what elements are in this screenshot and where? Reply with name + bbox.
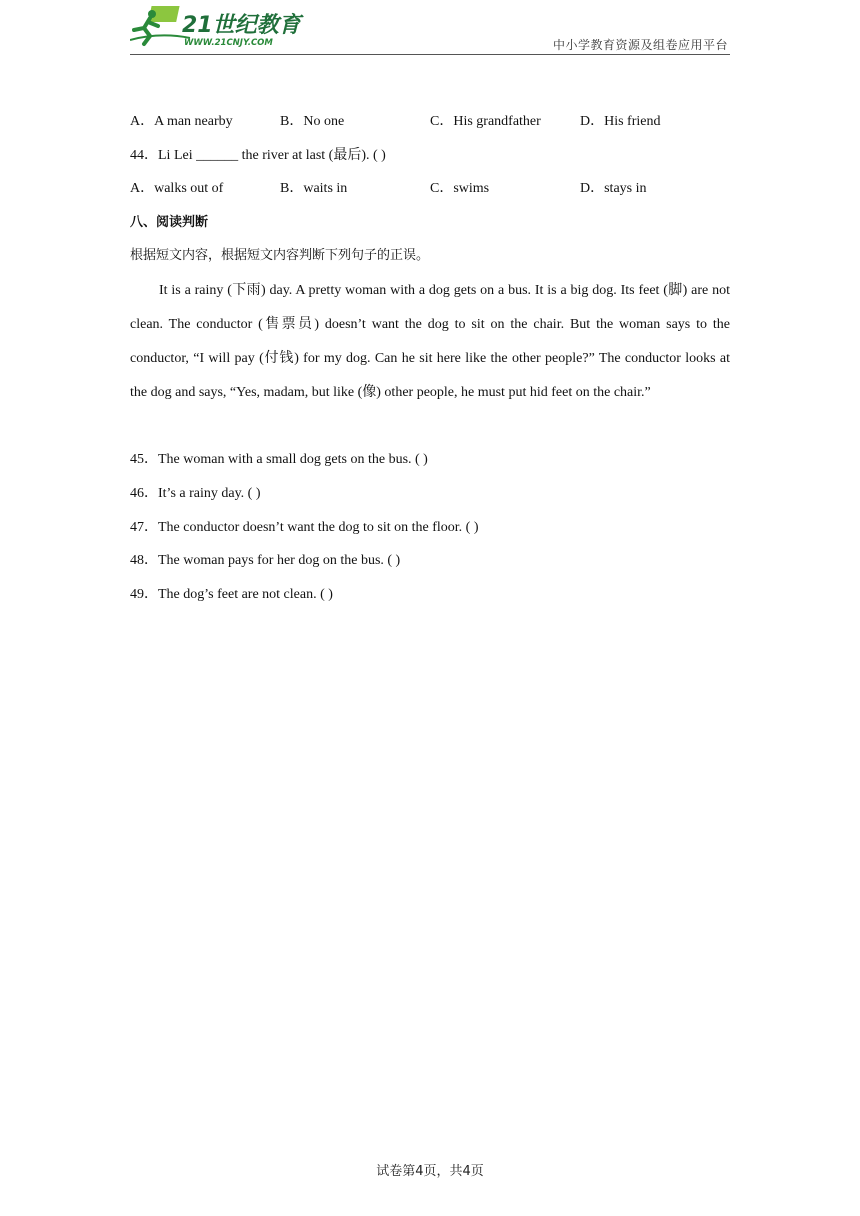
page-footer: 试卷第4页，共4页 <box>376 1164 484 1179</box>
q43-option-b: B．No one <box>280 114 345 129</box>
q43-options <box>130 112 730 132</box>
header-divider <box>130 54 730 55</box>
q44-options <box>130 179 730 199</box>
logo-url: WWW.21CNJY.COM <box>184 38 273 48</box>
q44-option-b: B．waits in <box>280 181 348 196</box>
q44-stem: 44．Li Lei ______ the river at last (最后). ( ) <box>130 148 386 163</box>
header-platform-text: 中小学教育资源及组卷应用平台 <box>552 38 728 52</box>
q43-option-a: A．A man nearby <box>130 114 233 129</box>
question-49: 49．The dog’s feet are not clean. ( ) <box>130 587 333 602</box>
q44-option-a: A．walks out of <box>130 181 224 196</box>
q43-option-c: C．His grandfather <box>430 114 541 129</box>
section-title: 八、阅读判断 <box>130 215 209 230</box>
q43-option-d: D．His friend <box>580 114 661 129</box>
question-48: 48．The woman pays for her dog on the bus. ( ) <box>130 553 401 568</box>
logo-title: 21世纪教育 <box>182 13 301 38</box>
page-header <box>130 0 730 56</box>
question-46: 46．It’s a rainy day. ( ) <box>130 486 261 501</box>
q44-option-c: C．swims <box>430 181 490 196</box>
question-45: 45．The woman with a small dog gets on the bus. ( ) <box>130 452 428 467</box>
question-47: 47．The conductor doesn’t want the dog to sit on the floor. ( ) <box>130 520 479 535</box>
runner-icon <box>130 6 190 44</box>
q44-option-d: D．stays in <box>580 181 647 196</box>
site-logo <box>130 4 310 48</box>
reading-passage: It is a rainy (下雨) day. A pretty woman with a dog gets on a bus. It is a big dog. Its feet (脚) are not clean. The conductor (售票员) doesn’t want the dog to sit on the chair. But the woman says to the conductor, “I will pay (付钱) for my dog. Can he sit here like the other people?” The conductor looks at the dog and says, “Yes, madam, but like (像) other people, he must put hid feet on the chair.” <box>130 283 730 400</box>
section-instruction: 根据短文内容，根据短文内容判断下列句子的正误。 <box>130 248 430 263</box>
